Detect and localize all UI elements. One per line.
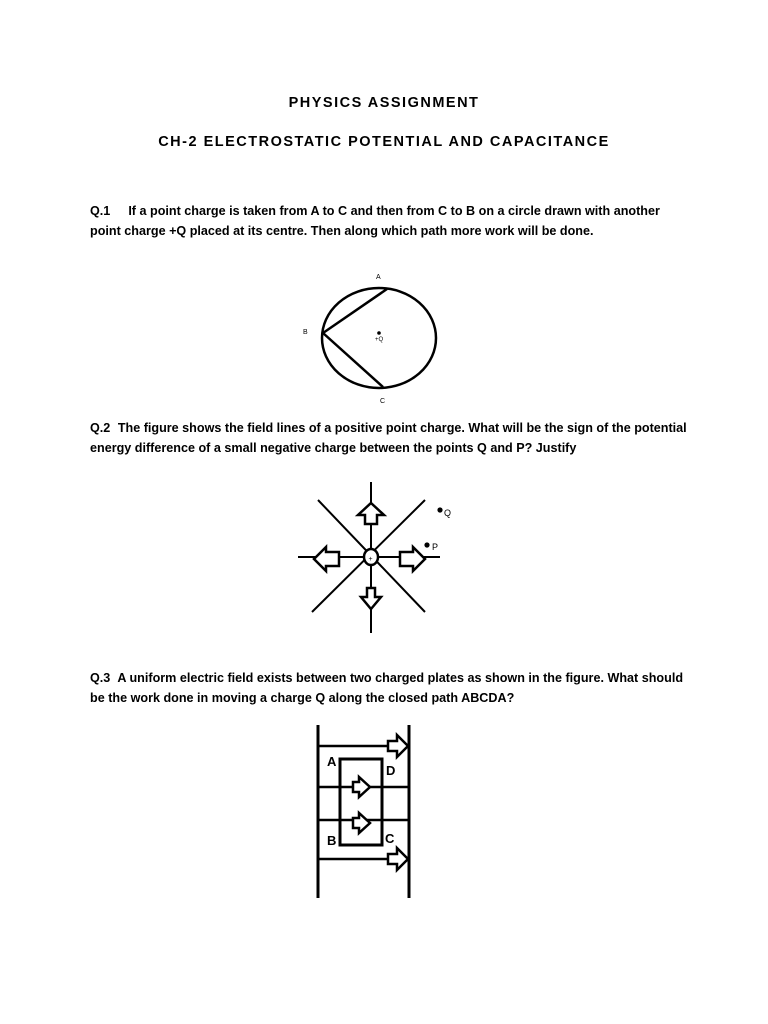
label-a: A	[327, 754, 337, 769]
point-q-dot	[437, 507, 442, 512]
question-1-number: Q.1	[90, 204, 111, 218]
arrow-right-icon	[388, 848, 408, 870]
assignment-title: PHYSICS ASSIGNMENT	[288, 95, 480, 111]
center-charge-dot	[377, 331, 381, 335]
chord-b-to-a	[323, 289, 387, 333]
question-2	[90, 418, 690, 458]
arrow-right-icon	[353, 777, 370, 797]
figure-1-circle-diagram	[296, 268, 456, 418]
chord-b-to-c	[323, 333, 383, 387]
label-p: P	[432, 542, 439, 552]
figure-2-field-lines	[290, 475, 460, 640]
question-2-text: The figure shows the field lines of a positive point charge. What will be the sign of the potential energy difference of a small negative charge between the points Q and P? Justify	[90, 421, 687, 455]
label-plus-q: +Q	[375, 337, 384, 343]
label-d: D	[386, 763, 396, 778]
label-b: B	[303, 329, 308, 336]
question-2-number: Q.2	[90, 421, 111, 435]
arrow-right-icon	[400, 547, 425, 571]
chapter-title: CH-2 ELECTROSTATIC POTENTIAL AND CAPACITANCE	[158, 134, 610, 150]
label-c: C	[380, 398, 386, 405]
arrow-down-icon	[361, 588, 381, 609]
question-3	[90, 668, 690, 708]
label-a: A	[376, 274, 381, 281]
question-1	[90, 201, 690, 241]
question-3-text: A uniform electric field exists between two charged plates as shown in the figure. What should be the work done in moving a charge Q along the closed path ABCDA?	[90, 671, 684, 705]
label-q: Q	[444, 508, 452, 518]
arrow-right-icon	[353, 813, 370, 833]
point-p-dot	[424, 542, 429, 547]
arrow-right-icon	[388, 735, 408, 757]
label-c: C	[385, 831, 395, 846]
arrow-up-icon	[358, 503, 384, 524]
arrow-left-icon	[314, 547, 339, 571]
figure-3-charged-plates	[310, 722, 420, 902]
question-1-text: If a point charge is taken from A to C and then from C to B on a circle drawn with another point charge +Q placed at its centre. Then along which path more work will be done.	[90, 204, 660, 238]
label-b: B	[327, 833, 337, 848]
question-3-number: Q.3	[90, 671, 111, 685]
central-charge-sign: +	[368, 556, 373, 563]
